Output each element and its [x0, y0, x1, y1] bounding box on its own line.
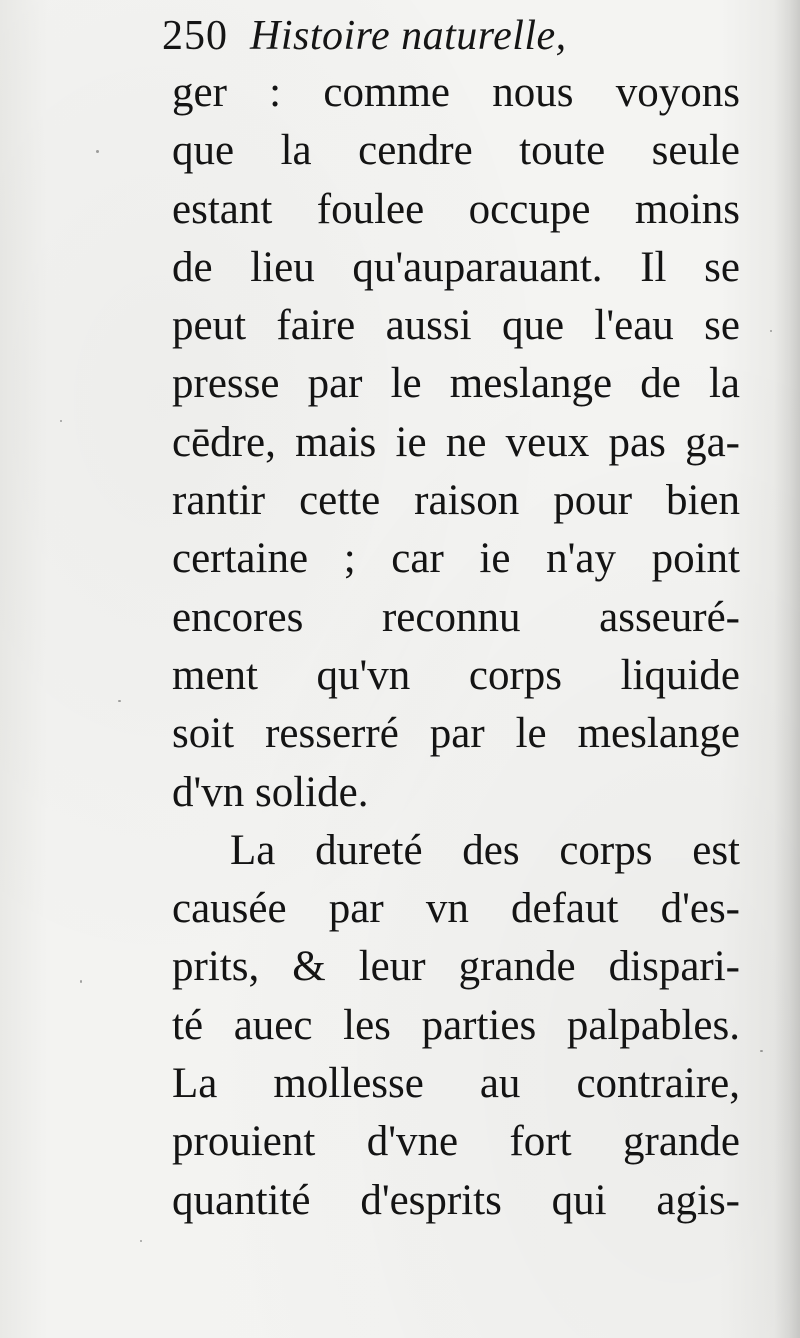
text-line: presse par le meslange de la	[172, 360, 740, 408]
text-line: de lieu qu'auparauant. Il se	[172, 243, 740, 291]
text-line: encores reconnu asseuré-	[172, 593, 740, 641]
running-title: Histoire naturelle,	[250, 13, 567, 59]
text-line: certaine ; car ie n'ay point	[172, 535, 740, 583]
page-number: 250	[162, 13, 228, 59]
text-line: ger : comme nous voyons	[172, 69, 740, 116]
body-text	[172, 64, 740, 1230]
text-line: rantir cette raison pour bien	[172, 477, 740, 525]
text-line: té auec les parties palpables.	[172, 1001, 740, 1049]
text-line: ment qu'vn corps liquide	[172, 651, 740, 699]
text-line: causée par vn defaut d'es-	[172, 885, 740, 933]
text-line: quantité d'esprits qui agis-	[172, 1176, 740, 1224]
text-line: que la cendre toute seule	[172, 127, 740, 175]
paragraph-start-line: La dureté des corps est	[230, 826, 740, 874]
text-line: La mollesse au contraire,	[172, 1060, 740, 1108]
text-line: prouient d'vne fort grande	[172, 1118, 740, 1166]
text-line: estant foulee occupe moins	[172, 185, 740, 233]
text-line: cēdre, mais ie ne veux pas ga-	[172, 418, 740, 466]
text-line: soit resserré par le meslange	[172, 710, 740, 758]
text-line: d'vn solide.	[172, 768, 369, 816]
running-head	[162, 10, 762, 62]
text-line: peut faire aussi que l'eau se	[172, 302, 740, 350]
page-edge-shadow	[774, 0, 800, 1338]
text-line: prits, & leur grande dispari-	[172, 943, 740, 991]
